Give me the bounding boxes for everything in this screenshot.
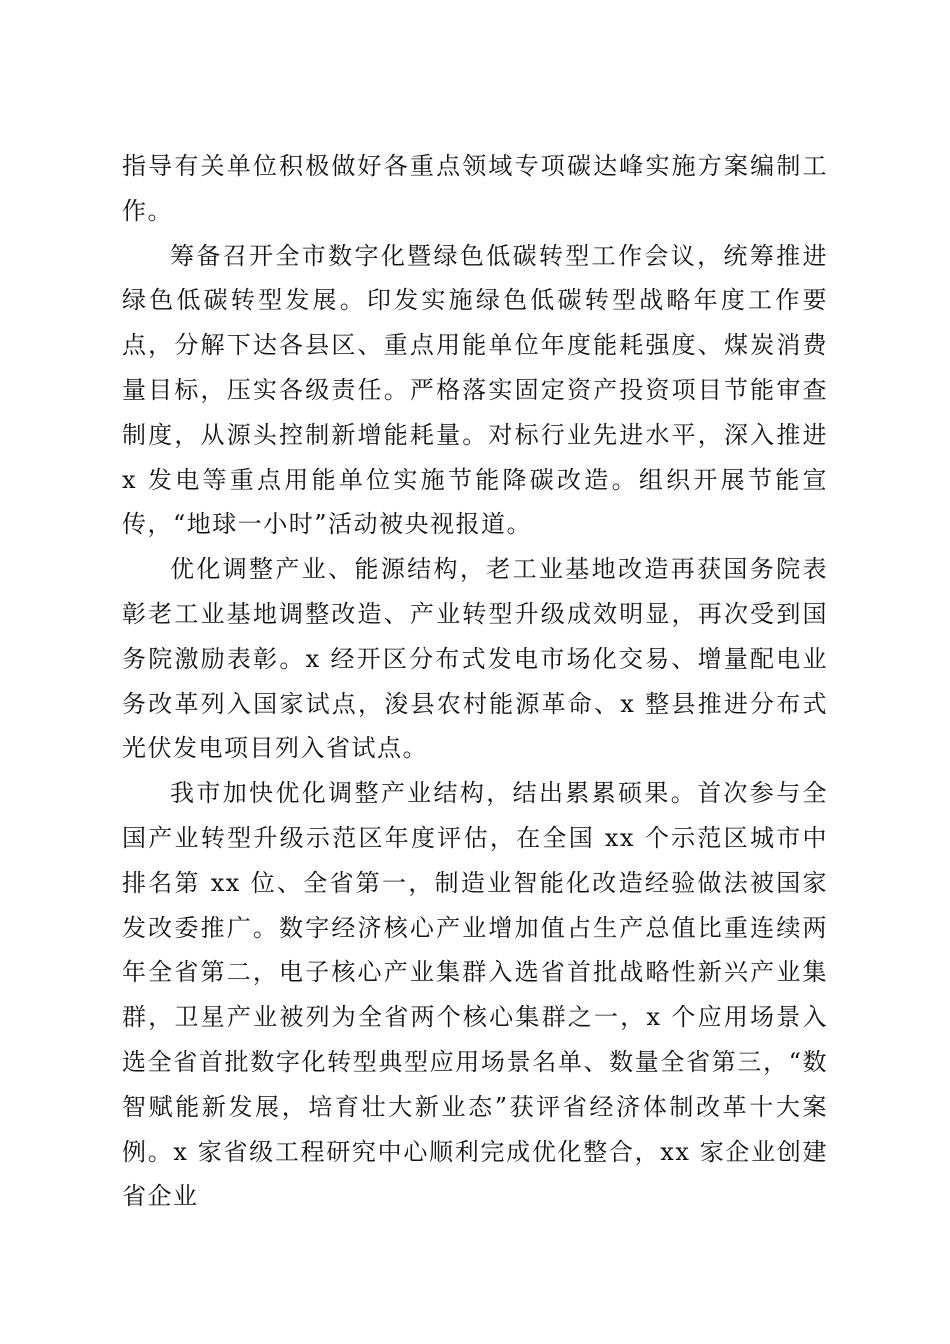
paragraph-industry-structure: 我市加快优化调整产业结构，结出累累硕果。首次参与全国产业转型升级示范区年度评估，在全国 xx 个示范区城市中排名第 xx 位、全省第一，制造业智能化改造经验做法被国家发改委推广。数字经济核心产业增加值占生产总值比重连续两年全省第二，电子核心产业集群入选省首批战略性新兴产业集群，卫星产业被列为全省两个核心集群之一，x 个应用场景入选全省首批数字化转型典型应用场景名单、数量全省第三，“数智赋能新发展，培育壮大新业态”获评省经济体制改革十大案例。x 家省级工程研究中心顺利完成优化整合，xx 家企业创建省企业 [122,779,828,1211]
paragraph-green-transition: 筹备召开全市数字化暨绿色低碳转型工作会议，统筹推进绿色低碳转型发展。印发实施绿色低碳转型战略年度工作要点，分解下达各县区、重点用能单位年度能耗强度、煤炭消费量目标，压实各级责任。严格落实固定资产投资项目节能审查制度，从源头控制新增能耗量。对标行业先进水平，深入推进 x 发电等重点用能单位实施节能降碳改造。组织开展节能宣传，“地球一小时”活动被央视报道。 [122,241,828,539]
paragraph-industrial-base: 优化调整产业、能源结构，老工业基地改造再获国务院表彰老工业基地调整改造、产业转型升级成效明显，再次受到国务院激励表彰。x 经开区分布式发电市场化交易、增量配电业务改革列入国家试点，浚县农村能源革命、x 整县推进分布式光伏发电项目列入省试点。 [122,555,828,763]
paragraph-continuation: 指导有关单位积极做好各重点领域专项碳达峰实施方案编制工作。 [122,152,828,225]
document-body [122,144,828,1219]
